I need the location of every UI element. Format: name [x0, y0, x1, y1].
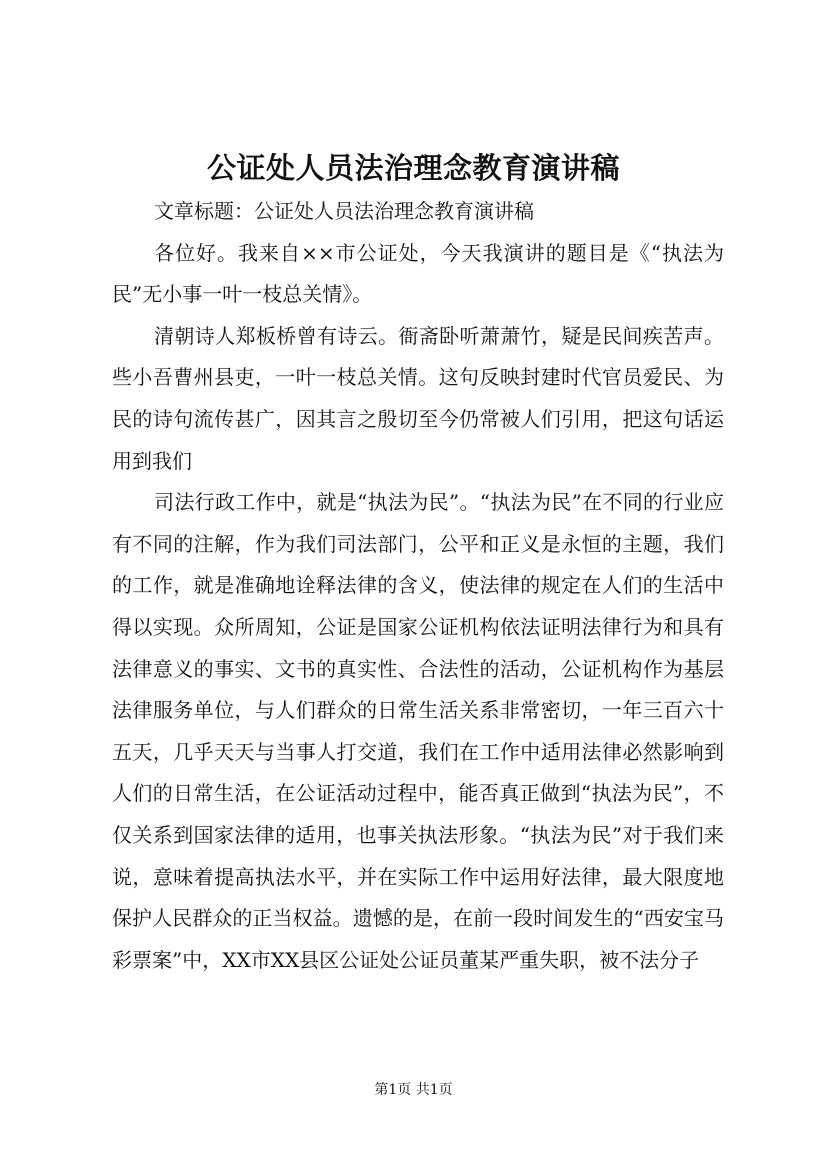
paragraph-main: 司法行政工作中，就是“执法为民”。“执法为民”在不同的行业应有不同的注解，作为我们司法部门，公平和正义是永恒的主题，我们的工作，就是准确地诠释法律的含义，使法律的规定在人们的生活中得以实现。众所周知，公证是国家公证机构依法证明法律行为和具有法律意义的事实、文书的真实性、合法性的活动，公证机构作为基层法律服务单位，与人们群众的日常生活关系非常密切，一年三百六十五天，几乎天天与当事人打交道，我们在工作中适用法律必然影响到人们的日常生活，在公证活动过程中，能否真正做到“执法为民”，不仅关系到国家法律的适用，也事关执法形象。“执法为民”对于我们来说，意味着提高执法水平，并在实际工作中运用好法律，最大限度地保护人民群众的正当权益。遗憾的是，在前一段时间发生的“西安宝马彩票案”中，XX市XX县区公证处公证员董某严重失职，被不法分子	[112, 490, 724, 972]
paragraph-article-title: 文章标题：公证处人员法治理念教育演讲稿	[154, 199, 534, 223]
page-number-footer: 第1页 共1页	[374, 1082, 453, 1098]
paragraph-poem: 清朝诗人郑板桥曾有诗云。衙斋卧听萧萧竹，疑是民间疾苦声。些小吾曹州县吏，一叶一枝总关情。这句反映封建时代官员爱民、为民的诗句流传甚广，因其言之殷切至今仍常被人们引用，把这句话运用到我们	[112, 323, 724, 473]
document-body	[112, 191, 724, 981]
paragraph-greeting: 各位好。我来自××市公证处，今天我演讲的题目是《“执法为民”无小事一叶一枝总关情》。	[112, 240, 724, 307]
document-title: 公证处人员法治理念教育演讲稿	[206, 151, 620, 185]
